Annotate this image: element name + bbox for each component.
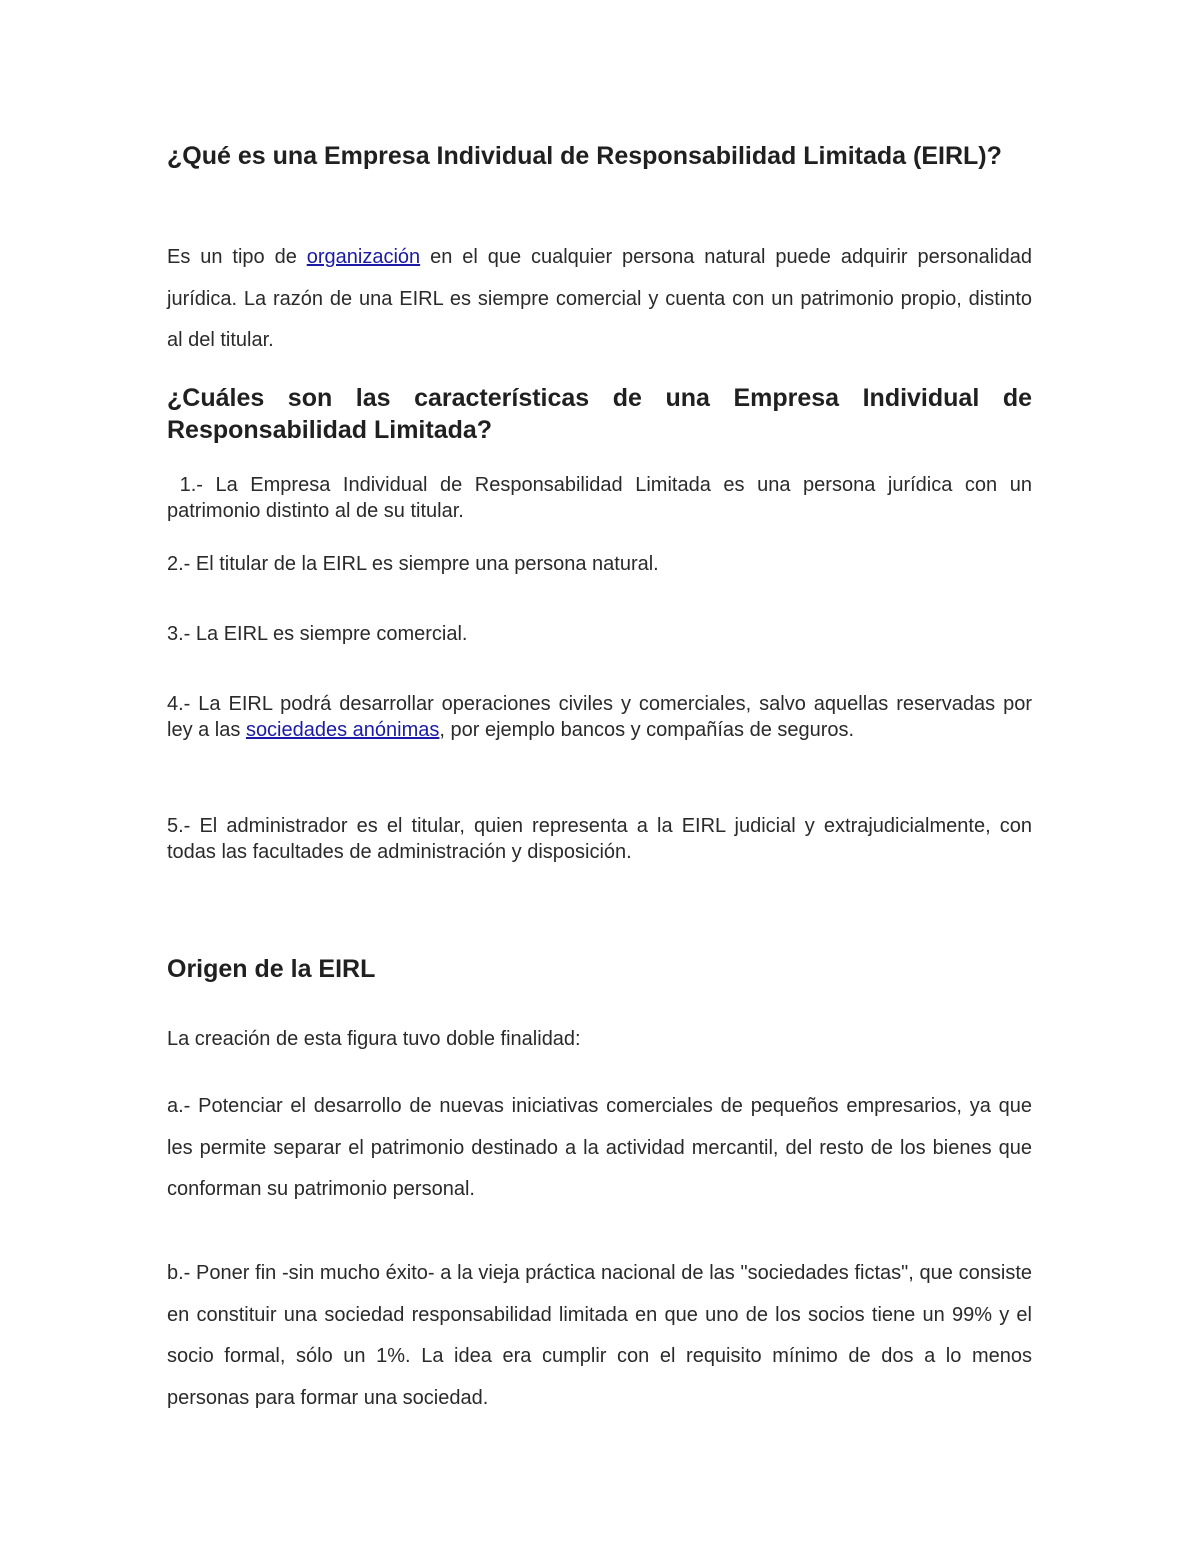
origin-intro: La creación de esta figura tuvo doble finalidad: — [167, 1028, 581, 1050]
characteristic-item-1: 1.- La Empresa Individual de Responsabilidad Limitada es una persona jurídica con un patrimonio distinto al de su titular. — [167, 474, 1038, 522]
intro-text-before: Es un tipo de — [167, 246, 307, 268]
characteristic-item-5: 5.- El administrador es el titular, quien representa a la EIRL judicial y extrajudicialmente, con todas las facultades de administración y disposición. — [167, 815, 1032, 863]
intro-text-after: en el que cualquier persona natural puede adquirir personalidad jurídica. La razón de una EIRL es siempre comercial y cuenta con un patrimonio propio, distinto al del titular. — [167, 246, 1032, 351]
sociedades-anonimas-link[interactable]: sociedades anónimas — [245, 719, 440, 741]
characteristic-item-4 — [167, 691, 1032, 743]
origin-item-a: a.- Potenciar el desarrollo de nuevas iniciativas comerciales de pequeños empresarios, ya que les permite separar el patrimonio destinado a la actividad mercantil, del resto de los bienes que conforman su patrimonio personal. — [167, 1095, 1032, 1200]
item4-text-before: 4.- La EIRL podrá desarrollar operaciones civiles y comerciales, salvo aquellas reservadas por ley a las — [167, 693, 1032, 741]
characteristic-item-2: 2.- El titular de la EIRL es siempre una persona natural. — [167, 553, 659, 575]
item4-text-after: , por ejemplo bancos y compañías de seguros. — [439, 719, 855, 741]
origin-heading: Origen de la EIRL — [167, 955, 376, 983]
characteristics-heading: ¿Cuáles son las características de una Empresa Individual de Responsabilidad Limitada? — [167, 384, 1032, 444]
intro-paragraph — [167, 237, 1032, 362]
origin-item-b: b.- Poner fin -sin mucho éxito- a la vieja práctica nacional de las "sociedades fictas", que consiste en constituir una sociedad responsabilidad limitada en que uno de los socios tiene un 99% y el socio formal, sólo un 1%. La idea era cumplir con el requisito mínimo de dos a lo menos personas para formar una sociedad. — [167, 1262, 1032, 1409]
page-title: ¿Qué es una Empresa Individual de Responsabilidad Limitada (EIRL)? — [167, 142, 1002, 170]
characteristic-item-3: 3.- La EIRL es siempre comercial. — [167, 623, 468, 645]
organizacion-link[interactable]: organización — [306, 246, 421, 268]
